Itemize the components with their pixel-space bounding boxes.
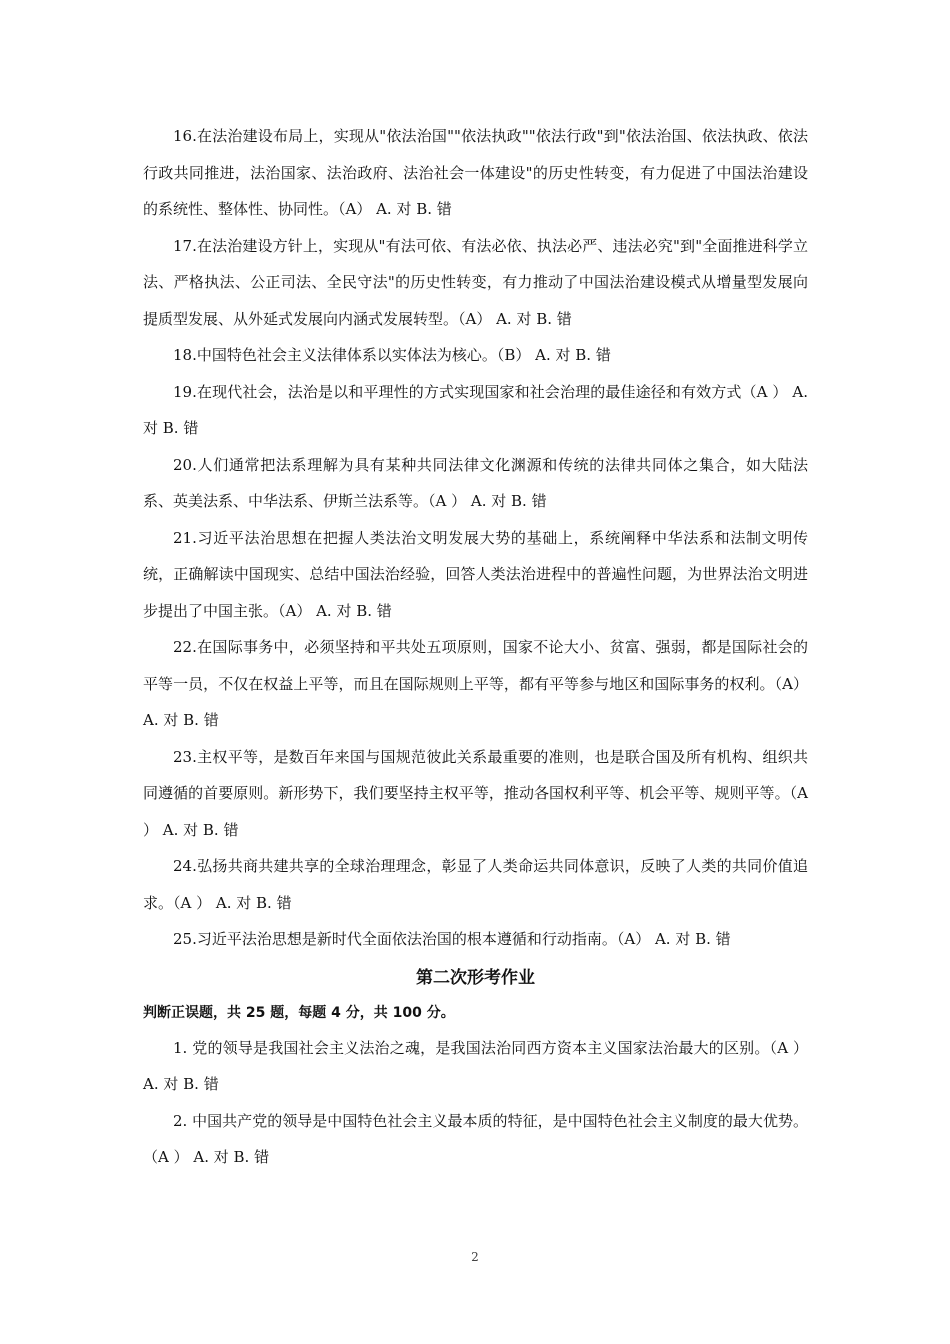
section-title: 第二次形考作业 [416,967,535,988]
question-16: 16.在法治建设布局上，实现从"依法治国""依法执政""依法行政"到"依法治国、依法执政、依法行政共同推进，法治国家、法治政府、法治社会一体建设"的历史性转变，有力促进了中国法治建设的系统性、整体性、协同性。（A） A. 对 B. 错 [143,127,808,218]
question-18: 18.中国特色社会主义法律体系以实体法为核心。（B） A. 对 B. 错 [173,346,611,364]
question-2: 2. 中国共产党的领导是中国特色社会主义最本质的特征，是中国特色社会主义制度的最大优势。（A ） A. 对 B. 错 [143,1111,808,1166]
page-content [143,118,808,1176]
question-24: 24.弘扬共商共建共享的全球治理理念，彰显了人类命运共同体意识，反映了人类的共同价值追求。（A ） A. 对 B. 错 [143,857,808,912]
question-19: 19.在现代社会，法治是以和平理性的方式实现国家和社会治理的最佳途径和有效方式（A ） A. 对 B. 错 [143,382,808,437]
question-20: 20.人们通常把法系理解为具有某种共同法律文化渊源和传统的法律共同体之集合，如大陆法系、英美法系、中华法系、伊斯兰法系等。（A ） A. 对 B. 错 [143,455,808,510]
question-21: 21.习近平法治思想在把握人类法治文明发展大势的基础上，系统阐释中华法系和法制文明传统，正确解读中国现实、总结中国法治经验，回答人类法治进程中的普遍性问题，为世界法治文明进步提出了中国主张。（A） A. 对 B. 错 [143,528,808,620]
question-1: 1. 党的领导是我国社会主义法治之魂，是我国法治同西方资本主义国家法治最大的区别。（A ） A. 对 B. 错 [143,1038,808,1093]
question-25: 25.习近平法治思想是新时代全面依法治国的根本遵循和行动指南。（A） A. 对 B. 错 [173,930,731,948]
question-22: 22.在国际事务中，必须坚持和平共处五项原则，国家不论大小、贫富、强弱，都是国际社会的平等一员，不仅在权益上平等，而且在国际规则上平等，都有平等参与地区和国际事务的权利。（A） A. 对 B. 错 [143,638,808,729]
section-instructions: 判断正误题，共 25 题，每题 4 分，共 100 分。 [143,1004,455,1021]
page-number: 2 [471,1250,479,1264]
question-23: 23.主权平等，是数百年来国与国规范彼此关系最重要的准则，也是联合国及所有机构、组织共同遵循的首要原则。新形势下，我们要坚持主权平等，推动各国权利平等、机会平等、规则平等。（A ） A. 对 B. 错 [143,747,808,839]
question-17: 17.在法治建设方针上，实现从"有法可依、有法必依、执法必严、违法必究"到"全面推进科学立法、严格执法、公正司法、全民守法"的历史性转变，有力推动了中国法治建设模式从增量型发展向提质型发展、从外延式发展向内涵式发展转型。（A） A. 对 B. 错 [143,236,808,328]
